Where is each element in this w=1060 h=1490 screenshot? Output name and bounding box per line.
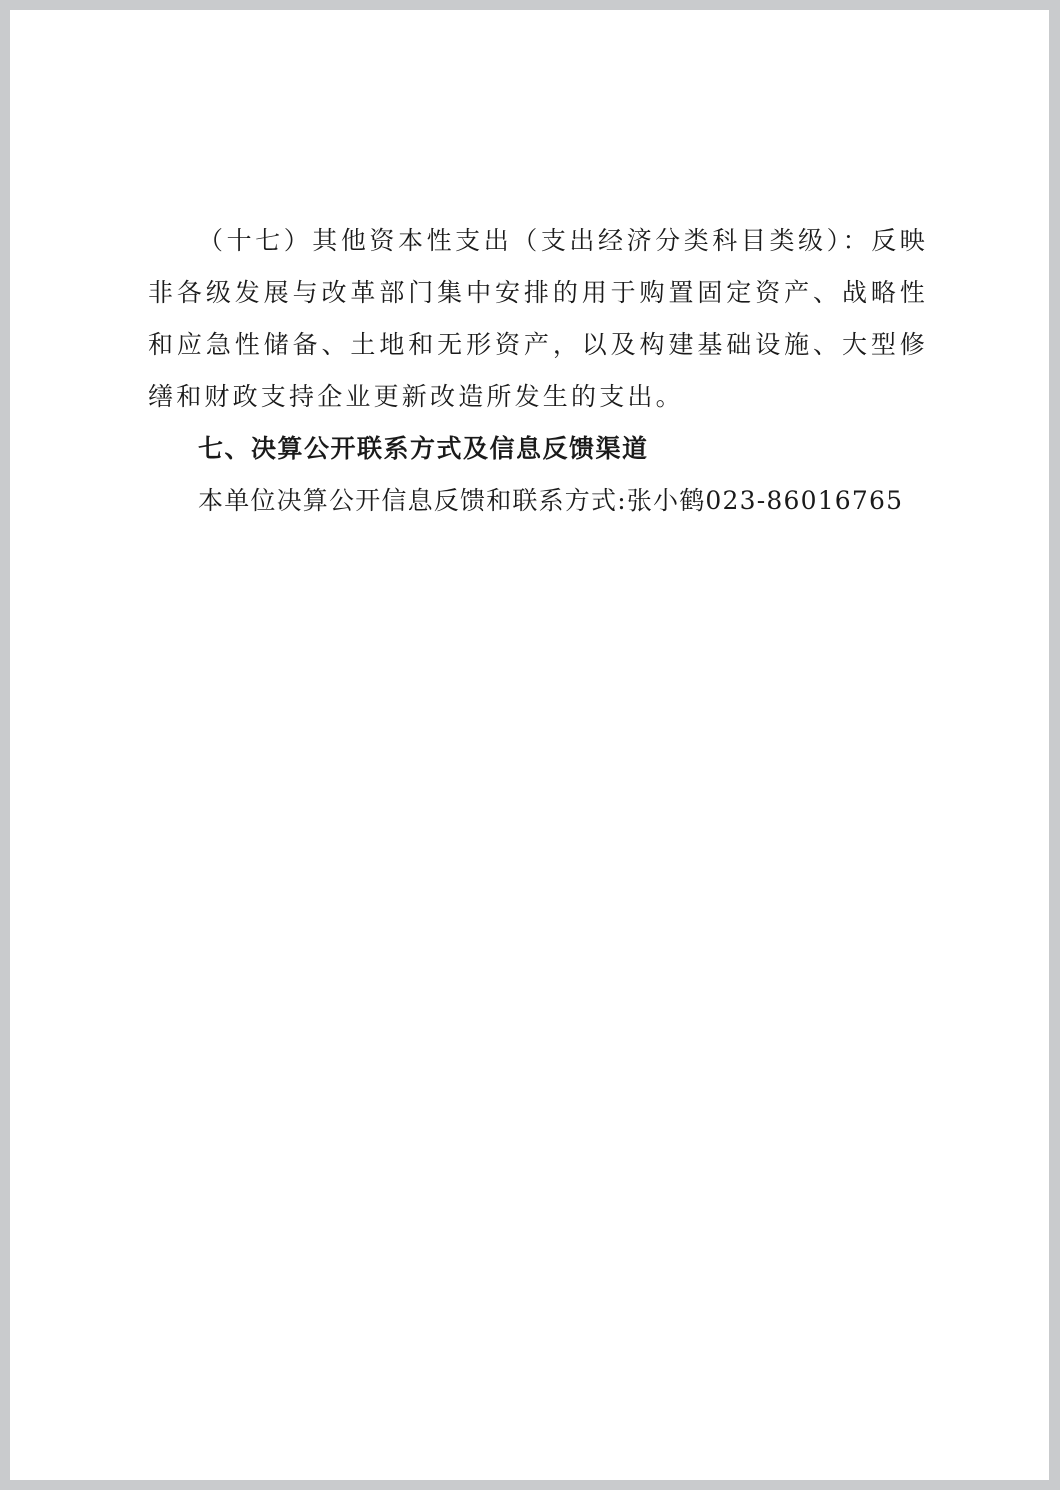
contact-info: 本单位决算公开信息反馈和联系方式:张小鹤023-86016765 xyxy=(198,486,904,515)
section-heading-contact: 七、决算公开联系方式及信息反馈渠道 xyxy=(198,434,649,463)
document-page xyxy=(10,10,1049,1480)
paragraph-other-capital-expenditure: （十七）其他资本性支出（支出经济分类科目类级）：反映非各级发展与改革部门集中安排的用于购置固定资产、战略性和应急性储备、土地和无形资产，以及构建基础设施、大型修缮和财政支持企业更新改造所发生的支出。 xyxy=(148,226,928,411)
document-body xyxy=(148,215,928,527)
